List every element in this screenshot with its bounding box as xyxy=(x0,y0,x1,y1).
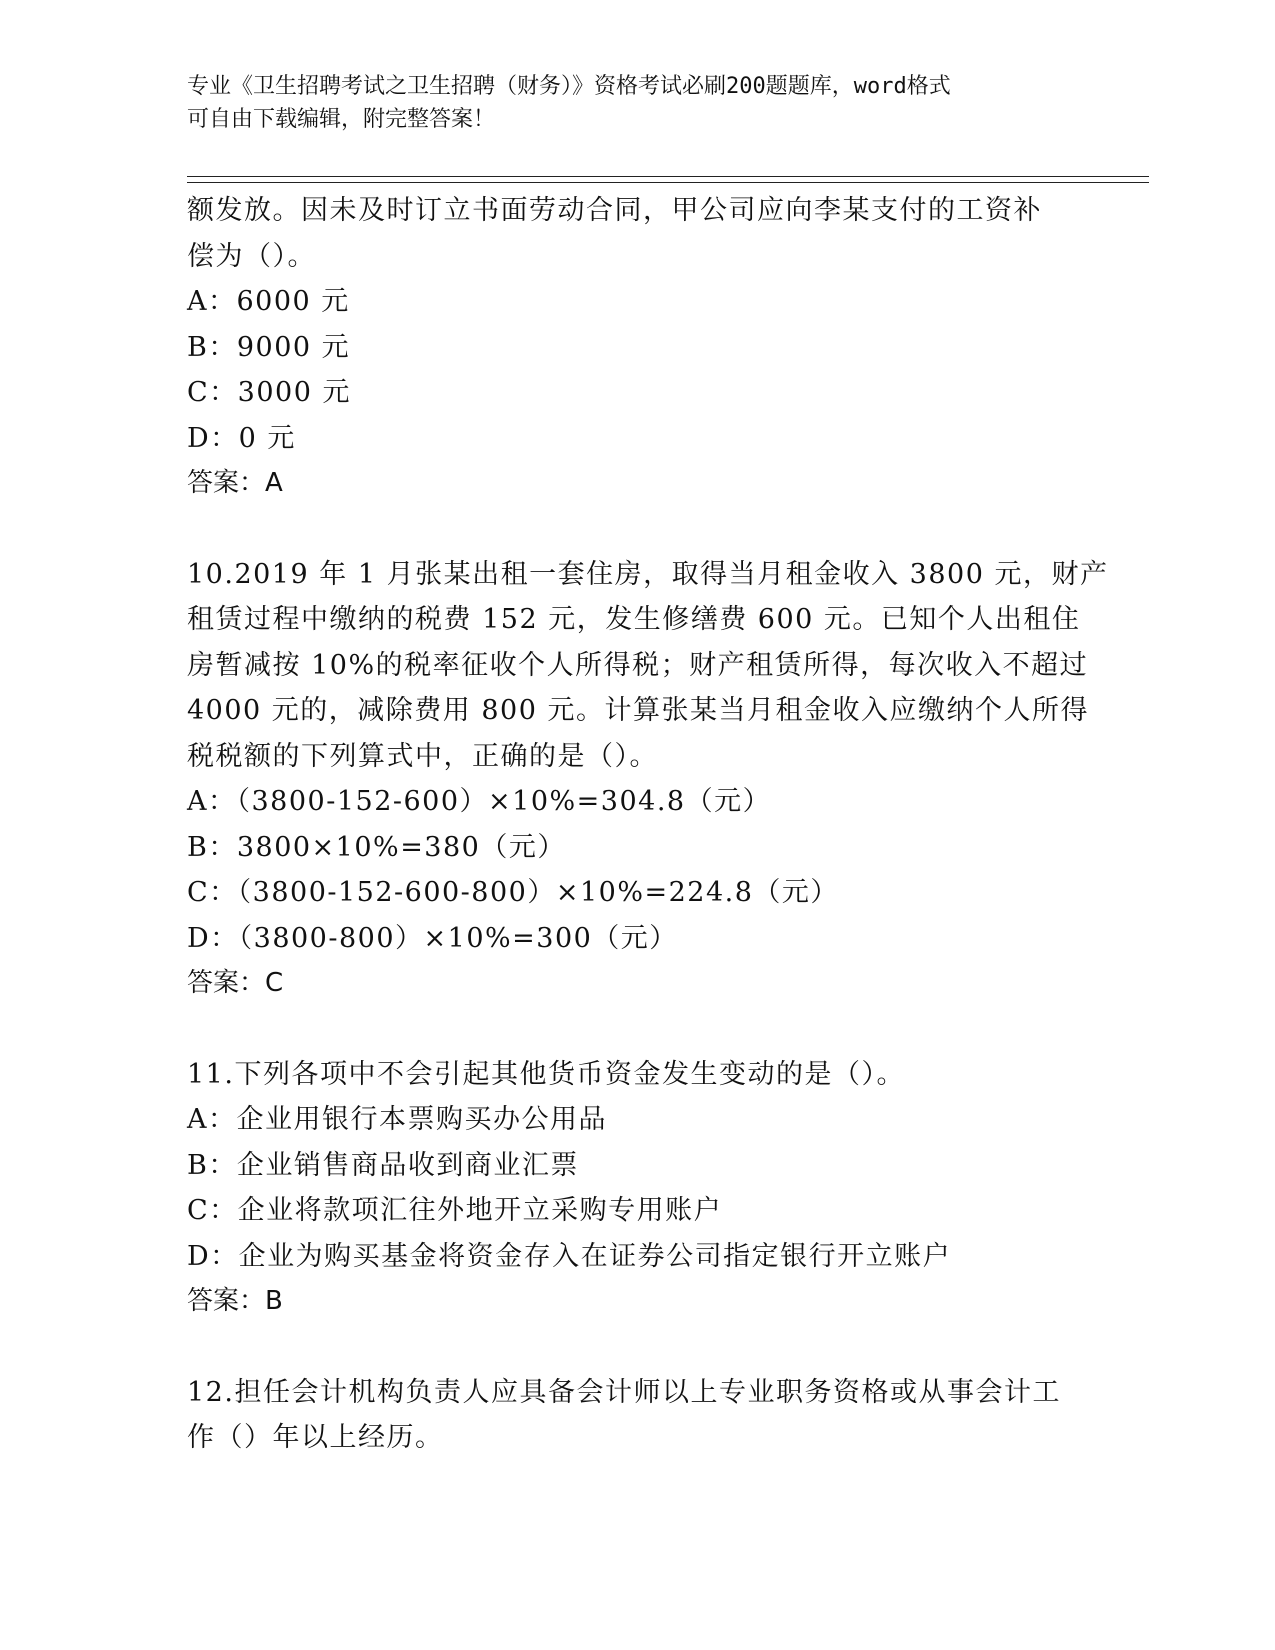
option-a: A：6000 元 xyxy=(187,286,350,317)
answer-line: 答案：B xyxy=(187,1286,283,1316)
option-c: C：3000 元 xyxy=(187,377,351,408)
header-line-1: 专业《卫生招聘考试之卫生招聘（财务）》资格考试必刷200题题库，word格式 xyxy=(187,74,951,99)
option-c: C：企业将款项汇往外地开立采购专用账户 xyxy=(187,1195,723,1226)
answer-line: 答案：C xyxy=(187,968,284,998)
question-10 xyxy=(187,552,1109,1007)
option-a: A：企业用银行本票购买办公用品 xyxy=(187,1104,607,1135)
option-b: B：3800×10%=380（元） xyxy=(187,831,566,863)
spacer xyxy=(187,507,1087,552)
option-d: D：0 元 xyxy=(187,422,296,454)
question-stem-line: 10.2019 年 1 月张某出租一套住房，取得当月租金收入 3800 元，财产 xyxy=(187,558,1109,590)
option-d: D：（3800-800）×10%=300（元） xyxy=(187,922,678,954)
question-12 xyxy=(187,1370,1087,1461)
document-body xyxy=(187,188,1109,1461)
question-stem-line: 作（）年以上经历。 xyxy=(187,1422,444,1453)
spacer xyxy=(187,1325,1087,1370)
header-line-2: 可自由下载编辑，附完整答案！ xyxy=(187,107,496,132)
question-stem-line: 偿为（）。 xyxy=(187,240,316,272)
option-d: D：企业为购买基金将资金存入在证券公司指定银行开立账户 xyxy=(187,1240,952,1272)
question-stem-line: 税税额的下列算式中，正确的是（）。 xyxy=(187,740,658,772)
header-divider-bottom xyxy=(187,182,1149,183)
option-b: B：9000 元 xyxy=(187,331,351,363)
option-c: C：（3800-152-600-800）×10%=224.8（元） xyxy=(187,877,839,908)
option-b: B：企业销售商品收到商业汇票 xyxy=(187,1149,579,1181)
question-stem-line: 12.担任会计机构负责人应具备会计师以上专业职务资格或从事会计工 xyxy=(187,1376,1061,1408)
option-a: A：（3800-152-600）×10%=304.8（元） xyxy=(187,786,772,817)
header-divider-top xyxy=(187,176,1149,177)
question-stem-line: 额发放。因未及时订立书面劳动合同，甲公司应向李某支付的工资补 xyxy=(187,195,1042,226)
answer-line: 答案：A xyxy=(187,468,283,498)
question-stem-line: 11.下列各项中不会引起其他货币资金发生变动的是（）。 xyxy=(187,1058,905,1090)
page-header xyxy=(187,70,1087,136)
question-11 xyxy=(187,1052,1087,1325)
spacer xyxy=(187,1007,1087,1052)
question-stem-line: 租赁过程中缴纳的税费 152 元，发生修缮费 600 元。已知个人出租住 xyxy=(187,604,1081,635)
question-9 xyxy=(187,188,1087,507)
question-stem-line: 4000 元的，减除费用 800 元。计算张某当月租金收入应缴纳个人所得 xyxy=(187,695,1089,726)
question-stem-line: 房暂减按 10%的税率征收个人所得税；财产租赁所得，每次收入不超过 xyxy=(187,649,1089,681)
